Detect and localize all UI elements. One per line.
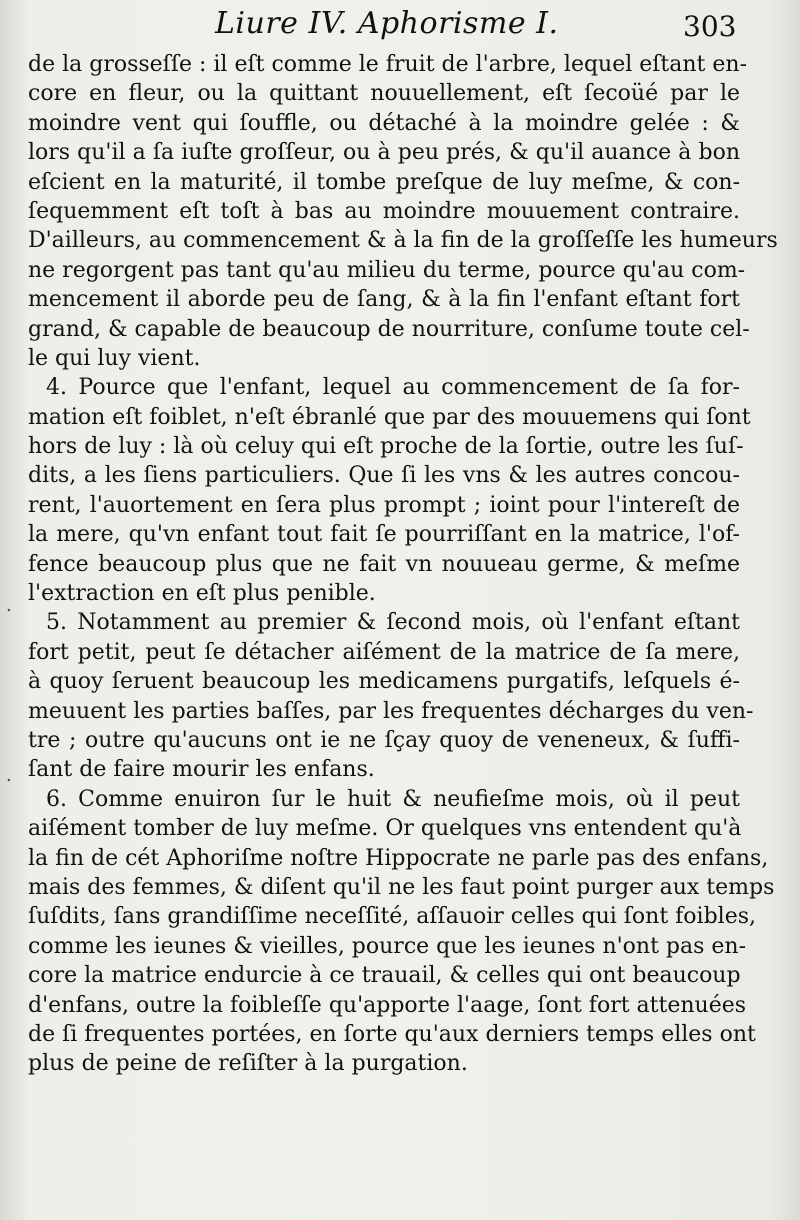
text-line: ſequemment eſt toſt à bas au moindre mouuement contraire. [28,198,740,224]
text-line: ne regorgent pas tant qu'au milieu du terme, pource qu'au com- [28,257,746,283]
text-line: mation eſt foiblet, n'eſt ébranlé que par des mouuemens qui ſont [28,404,751,430]
text-line: rent, l'auortement en ſera plus prompt ; ioint pour l'intereſt de [28,492,740,518]
show-through-text [30,1060,730,1164]
text-line: la fin de cét Aphoriſme noſtre Hippocrate ne parle pas des enfans, [28,845,769,871]
text-line: plus de peine de reſiſter à la purgation. [28,1051,468,1077]
text-line: core la matrice endurcie à ce trauail, & celles qui ont beaucoup [28,963,741,989]
text-line: 6. Comme enuiron ſur le huit & neufieſme mois, où il peut [46,786,740,812]
page-number: 303 [683,10,737,43]
text-line: 5. Notamment au premier & ſecond mois, où l'enfant eſtant [46,610,740,636]
text-line: d'enfans, outre la foibleſſe qu'apporte l'aage, ſont fort attenuées [28,992,747,1018]
text-line: le qui luy vient. [28,345,201,371]
text-line: à quoy ſeruent beaucoup les medicamens purgatifs, leſquels é- [28,669,740,695]
text-line: fort petit, peut ſe détacher aiſément de la matrice de ſa mere, [28,639,740,665]
text-line: meuuent les parties baſſes, par les frequentes décharges du ven- [28,698,754,724]
text-line: dits, a les ſiens particuliers. Que ſi les vns & les autres concou- [28,463,740,489]
text-line: la mere, qu'vn enfant tout fait ſe pourriſſant en la matrice, l'of- [28,522,740,548]
text-line: hors de luy : là où celuy qui eſt proche de la ſortie, outre les ſuſ- [28,434,744,460]
text-line: tre ; outre qu'aucuns ont ie ne ſçay quoy de veneneux, & ſuffi- [28,727,740,753]
text-line: de la grosseſſe : il eſt comme le fruit de l'arbre, lequel eſtant en- [28,52,748,77]
text-line: grand, & capable de beaucoup de nourriture, conſume toute cel- [28,316,750,342]
text-line: D'ailleurs, au commencement & à la fin de la groſſeſſe les humeurs [28,228,778,254]
text-line: l'extraction en eſt plus penible. [28,581,376,607]
body-text [28,50,778,1079]
text-line: ſuſdits, ſans grandiſſime neceſſité, aſſauoir celles qui ſont foibles, [28,904,757,930]
text-line: aiſément tomber de luy meſme. Or quelques vns entendent qu'à [28,816,742,842]
running-head: Liure IV. Aphorisme I. [215,6,559,41]
text-line: mais des femmes, & diſent qu'il ne les faut point purger aux temps [28,874,775,900]
text-line: 4. Pource que l'enfant, lequel au commencement de ſa for- [46,375,740,401]
text-line: mencement il aborde peu de ſang, & à la fin l'enfant eſtant fort [28,287,740,313]
text-line: fence beaucoup plus que ne fait vn nouueau germe, & meſme [28,551,740,577]
text-line: de ſi frequentes portées, en ſorte qu'aux derniers temps elles ont [28,1021,756,1047]
text-line: lors qu'il a ſa iuſte groſſeur, ou à peu prés, & qu'il auance à bon [28,140,740,166]
page-header [0,4,800,48]
margin-mark: . [6,765,12,786]
text-line: comme les ieunes & vieilles, pource que les ieunes n'ont pas en- [28,933,747,959]
text-line: core en fleur, ou la quittant nouuellement, eſt ſecoüé par le [28,81,740,107]
text-line: moindre vent qui ſouffle, ou détaché à la moindre gelée : & [28,110,740,136]
margin-mark: . [6,595,12,616]
text-line: eſcient en la maturité, il tombe preſque de luy meſme, & con- [28,169,740,195]
text-line: ſant de faire mourir les enfans. [28,757,375,783]
